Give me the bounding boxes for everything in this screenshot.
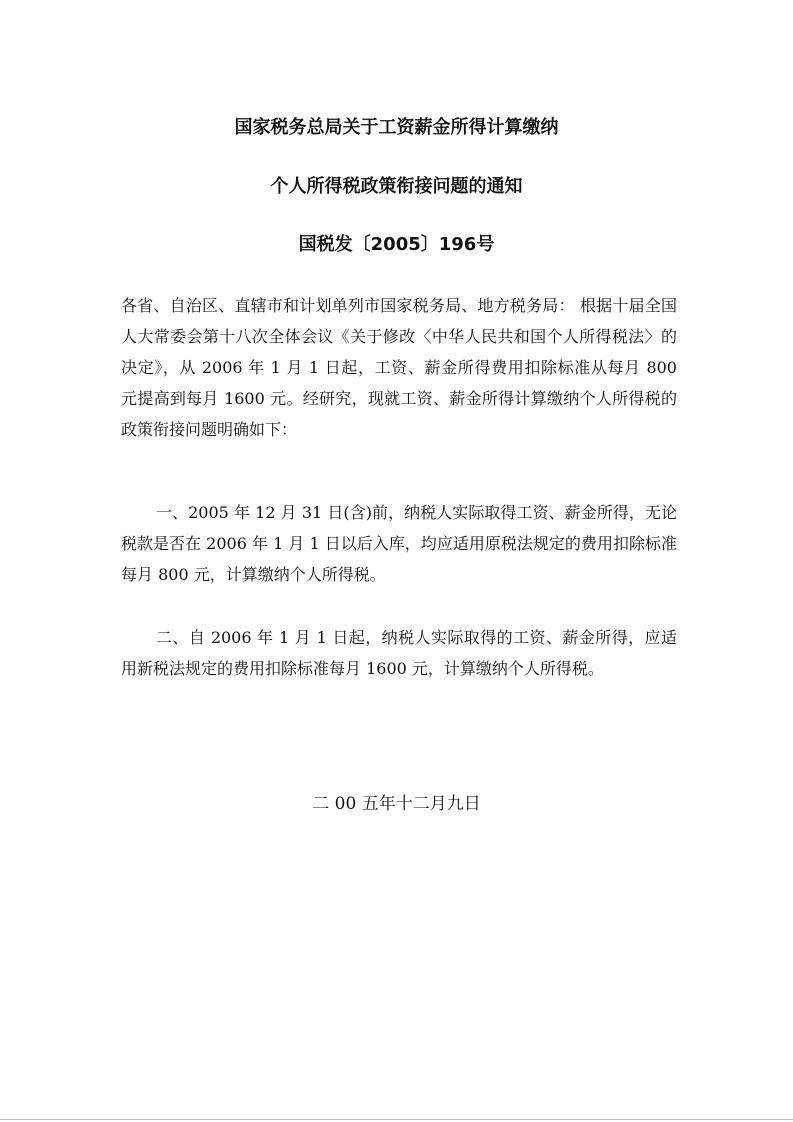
document-number: 国税发〔2005〕196号 — [298, 234, 495, 255]
page-bottom-divider — [0, 1119, 793, 1120]
document-title-line1: 国家税务总局关于工资薪金所得计算缴纳 — [234, 117, 559, 138]
issue-date: 二 00 五年十二月九日 — [312, 794, 481, 814]
item-one-paragraph: 一、2005 年 12 月 31 日(含)前，纳税人实际取得工资、薪金所得，无论税款是否在 2006 年 1 月 1 日以后入库，均应适用原税法规定的费用扣除标准每月 800 元，计算缴纳个人所得税。 — [121, 503, 677, 584]
intro-paragraph: 各省、自治区、直辖市和计划单列市国家税务局、地方税务局： 根据十届全国人大常委会第十八次全体会议《关于修改〈中华人民共和国个人所得税法〉的决定》，从 2006 年 1 月 1 日起，工资、薪金所得费用扣除标准从每月 800 元提高到每月 1600 元。经研究，现就工资、薪金所得计算缴纳个人所得税的政策衔接问题明确如下： — [121, 296, 677, 439]
item-two-paragraph: 二、自 2006 年 1 月 1 日起，纳税人实际取得的工资、薪金所得，应适用新税法规定的费用扣除标准每月 1600 元，计算缴纳个人所得税。 — [121, 628, 677, 678]
document-title-line2: 个人所得税政策衔接问题的通知 — [270, 176, 523, 197]
